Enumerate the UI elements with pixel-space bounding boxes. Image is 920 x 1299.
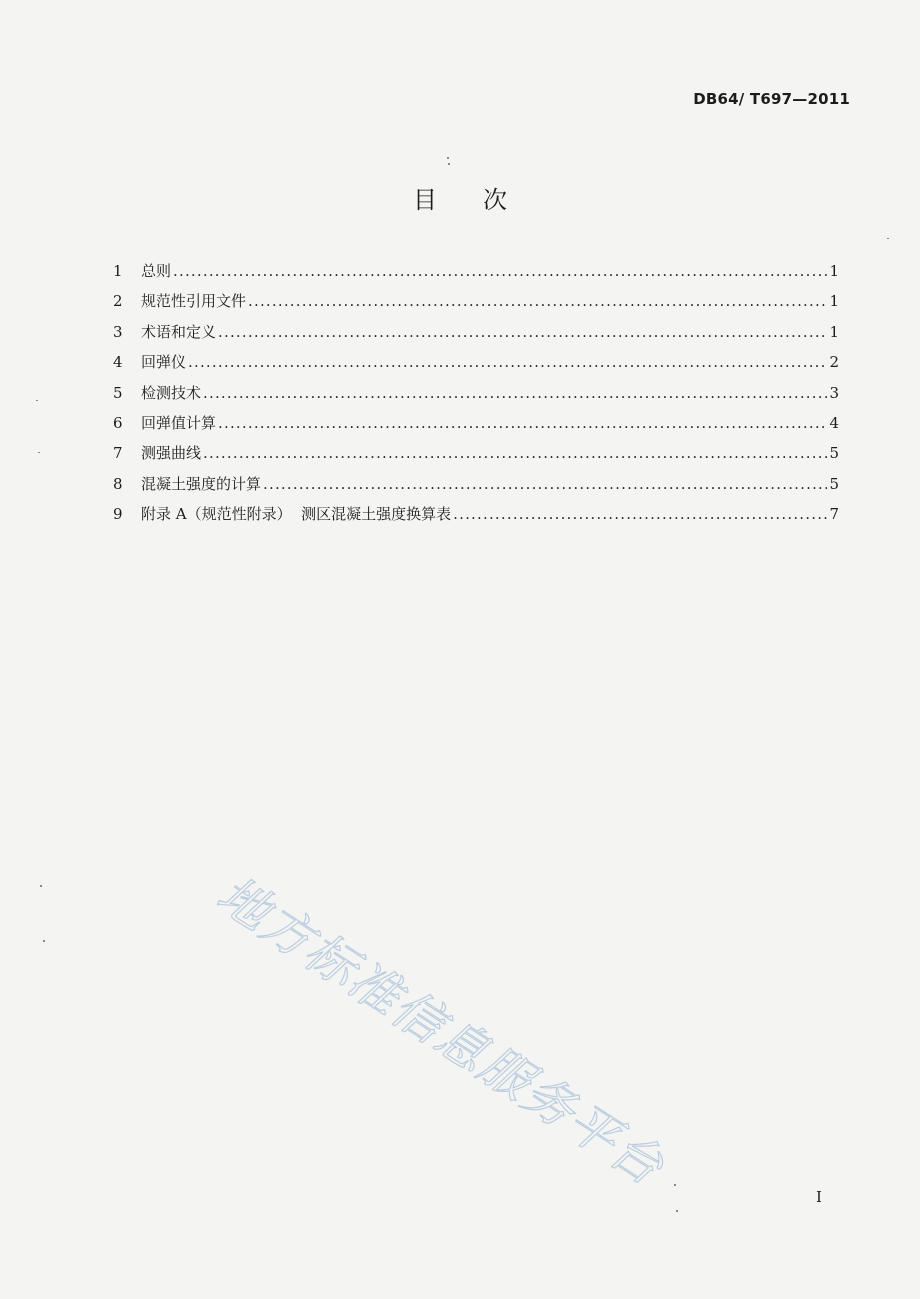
page-number: I (816, 1188, 822, 1206)
scan-speck (36, 400, 38, 401)
toc-entry-number: 9 (113, 505, 123, 524)
toc-entry-label: 回弹值计算 (141, 413, 217, 432)
scan-speck (43, 940, 45, 942)
toc-entry-page: 3 (829, 383, 839, 402)
scan-speck (40, 885, 42, 887)
toc-entry-page: 1 (829, 262, 839, 280)
watermark: 地方标准信息服务平台 (207, 865, 675, 1197)
toc-entry[interactable] (113, 378, 839, 408)
dot-leader (203, 438, 827, 468)
toc-entry-page: 5 (829, 474, 839, 493)
toc-entry[interactable] (113, 256, 839, 286)
toc-entry-page: 7 (829, 505, 839, 524)
dot-leader (263, 469, 827, 499)
dot-leader (173, 256, 827, 286)
toc-entry-page: 1 (829, 292, 839, 311)
scan-speck (38, 452, 40, 453)
toc-entry-label: 回弹仪 (141, 353, 187, 372)
toc-entry[interactable] (113, 286, 839, 316)
dot-leader (218, 317, 827, 347)
toc-entry[interactable] (113, 438, 839, 468)
toc-title: 目次 (413, 186, 553, 214)
scan-speck (674, 1184, 676, 1186)
dot-leader (453, 499, 827, 529)
toc-entry[interactable] (113, 408, 839, 438)
toc-entry-label: 规范性引用文件 (141, 292, 247, 311)
toc-entry-label: 混凝土强度的计算 (141, 474, 262, 493)
table-of-contents (113, 256, 839, 530)
toc-entry[interactable] (113, 317, 839, 347)
toc-entry-number: 2 (113, 292, 123, 311)
dot-leader (188, 347, 827, 377)
toc-entry[interactable] (113, 499, 839, 529)
toc-entry-number: 4 (113, 353, 123, 372)
dot-leader (218, 408, 827, 438)
toc-entry[interactable] (113, 469, 839, 499)
dot-leader (248, 286, 827, 316)
toc-entry-label: 总则 (141, 262, 172, 280)
toc-entry-number: 6 (113, 413, 123, 432)
toc-entry-number: 8 (113, 474, 123, 493)
toc-entry-number: 7 (113, 444, 123, 463)
toc-entry-label: 检测技术 (141, 383, 202, 402)
scan-speck (676, 1210, 678, 1212)
toc-entry-page: 5 (829, 444, 839, 463)
toc-entry-label: 附录 A（规范性附录） 测区混凝土强度换算表 (141, 505, 452, 524)
scan-speck (448, 163, 450, 165)
toc-entry-number: 3 (113, 322, 123, 341)
toc-entry-page: 1 (829, 322, 839, 341)
toc-entry-page: 4 (829, 413, 839, 432)
toc-entry-label: 术语和定义 (141, 322, 217, 341)
toc-entry[interactable] (113, 347, 839, 377)
toc-entry-page: 2 (829, 353, 839, 372)
dot-leader (203, 378, 827, 408)
scan-speck (447, 157, 449, 159)
scan-speck (887, 238, 889, 239)
toc-entry-number: 1 (113, 262, 123, 280)
toc-entry-number: 5 (113, 383, 123, 402)
standard-code: DB64/ T697—2011 (693, 90, 850, 108)
toc-entry-label: 测强曲线 (141, 444, 202, 463)
